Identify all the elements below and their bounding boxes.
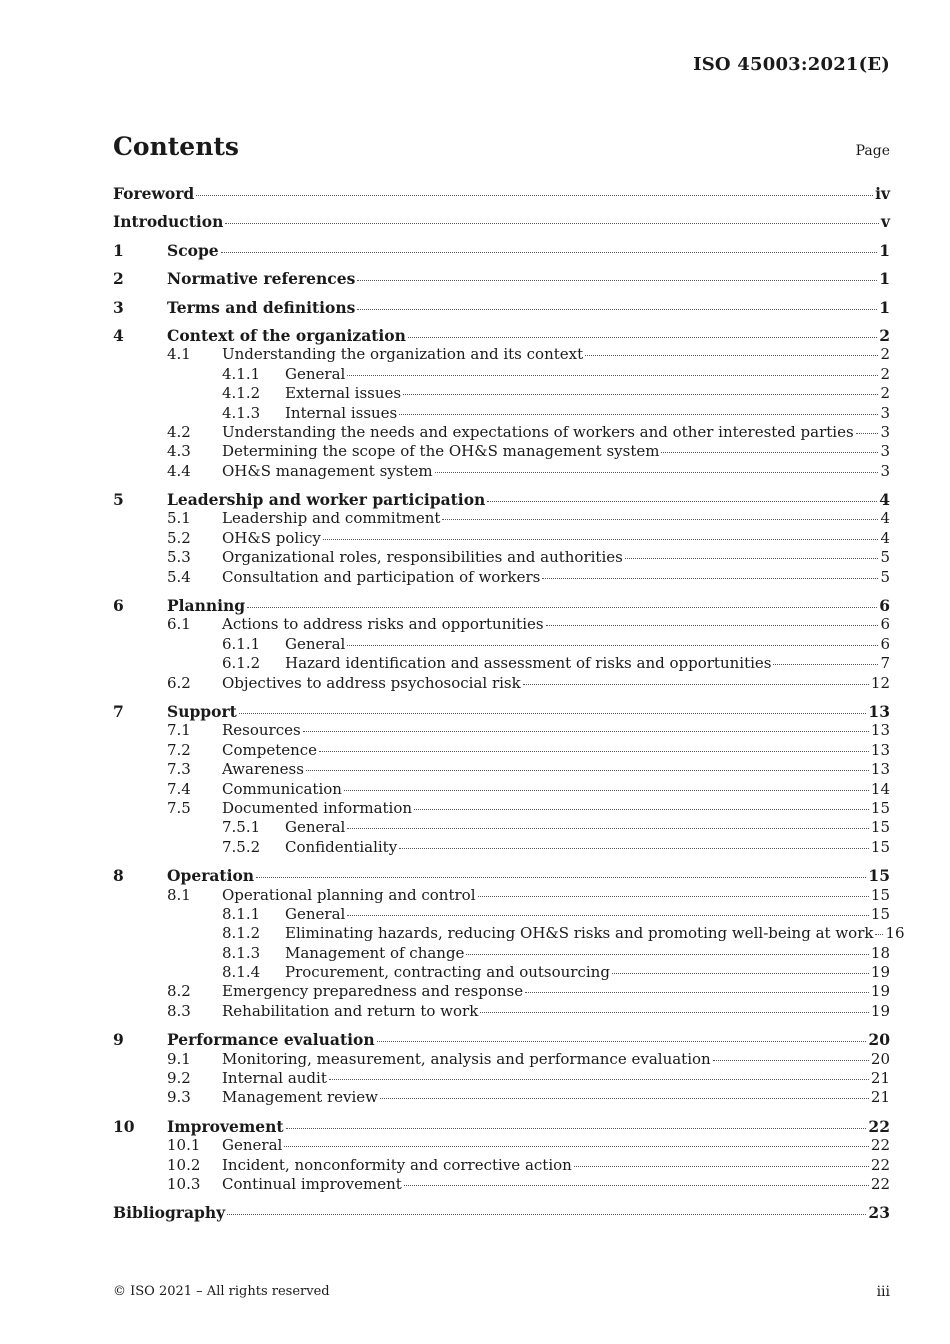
toc-entry-page: 15 xyxy=(870,798,890,817)
toc-entry-page: 19 xyxy=(870,982,890,1001)
toc-entry-page: 22 xyxy=(870,1136,890,1155)
toc-entry-page: 13 xyxy=(870,740,890,759)
toc-entry-page: 3 xyxy=(880,422,890,441)
dot-leader xyxy=(478,896,869,897)
toc-entry-number: 5 xyxy=(113,490,124,510)
toc-entry-number: 10.2 xyxy=(167,1155,201,1174)
toc-entry-number: 4.1.2 xyxy=(222,384,261,403)
toc-entry[interactable] xyxy=(113,423,890,442)
toc-entry-page: 5 xyxy=(880,548,890,567)
dot-leader xyxy=(466,954,868,955)
toc-entry-number: 5.4 xyxy=(167,567,191,586)
toc-entry[interactable] xyxy=(113,1136,890,1155)
toc-entry-page: 16 xyxy=(885,924,905,943)
toc-entry-label: General xyxy=(285,818,346,837)
dot-leader xyxy=(284,1146,869,1147)
toc-entry[interactable] xyxy=(113,654,890,673)
toc-entry-page: 22 xyxy=(870,1174,890,1193)
toc-entry[interactable] xyxy=(113,1117,890,1136)
toc-entry[interactable] xyxy=(113,1030,890,1049)
toc-entry-page: 23 xyxy=(868,1203,890,1223)
toc-entry-label: Documented information xyxy=(222,798,413,817)
toc-entry-label: OH&S policy xyxy=(222,528,321,547)
toc-entry[interactable] xyxy=(113,326,890,345)
toc-entry-number: 1 xyxy=(113,240,124,260)
toc-entry-label: Continual improvement xyxy=(222,1174,402,1193)
dot-leader xyxy=(875,934,883,935)
toc-entry-number: 5.3 xyxy=(167,548,191,567)
toc-entry[interactable] xyxy=(113,760,890,779)
toc-entry-number: 4 xyxy=(113,325,124,345)
toc-entry-label: Performance evaluation xyxy=(167,1030,375,1050)
toc-entry[interactable] xyxy=(113,548,890,567)
toc-entry-label: Scope xyxy=(167,240,219,260)
dot-leader xyxy=(487,501,877,502)
toc-entry-label: Improvement xyxy=(167,1116,284,1136)
toc-entry-label: Internal audit xyxy=(222,1069,327,1088)
toc-entry-label: Awareness xyxy=(222,760,304,779)
toc-entry-label: Understanding the organization and its context xyxy=(222,345,584,364)
toc-entry-label: Terms and definitions xyxy=(167,297,356,317)
dot-leader xyxy=(414,809,869,810)
toc-entry[interactable] xyxy=(113,1156,890,1175)
toc-entry-number: 9.2 xyxy=(167,1069,191,1088)
toc-entry-page: 15 xyxy=(870,818,890,837)
toc-entry-number: 7.3 xyxy=(167,760,191,779)
toc-entry[interactable] xyxy=(113,1069,890,1088)
toc-entry[interactable] xyxy=(113,212,890,231)
toc-entry-page: 21 xyxy=(870,1069,890,1088)
toc-entry-number: 8.1.4 xyxy=(222,963,261,982)
toc-entry-label: Management review xyxy=(222,1088,378,1107)
toc-entry-page: 7 xyxy=(880,654,890,673)
dot-leader xyxy=(347,828,869,829)
toc-entry-label: Understanding the needs and expectations of workers and other interested parties xyxy=(222,422,854,441)
dot-leader xyxy=(612,973,869,974)
dot-leader xyxy=(323,539,879,540)
dot-leader xyxy=(319,751,869,752)
toc-entry-number: 4.2 xyxy=(167,422,191,441)
toc-entry[interactable] xyxy=(113,298,890,317)
toc-entry-page: 2 xyxy=(880,364,890,383)
toc-entry-page: 22 xyxy=(870,1155,890,1174)
toc-entry[interactable] xyxy=(113,924,905,943)
toc-entry-label: OH&S management system xyxy=(222,461,433,480)
toc-entry[interactable] xyxy=(113,404,890,423)
toc-entry-page: 15 xyxy=(870,837,890,856)
contents-heading-row xyxy=(113,132,890,161)
toc-entry-number: 4.4 xyxy=(167,461,191,480)
toc-entry-label: Resources xyxy=(222,721,301,740)
toc-entry-number: 7.5 xyxy=(167,798,191,817)
document-id: ISO 45003:2021(E) xyxy=(693,54,890,75)
dot-leader xyxy=(480,1012,869,1013)
dot-leader xyxy=(404,1185,869,1186)
toc-entry-label: Consultation and participation of workers xyxy=(222,567,541,586)
toc-entry[interactable] xyxy=(113,780,890,799)
dot-leader xyxy=(377,1041,867,1042)
toc-entry-page: 19 xyxy=(870,1001,890,1020)
toc-entry[interactable] xyxy=(113,568,890,587)
toc-entry-page: 13 xyxy=(868,701,890,721)
toc-entry[interactable] xyxy=(113,1175,890,1194)
toc-entry-number: 10.1 xyxy=(167,1136,201,1155)
toc-entry-number: 4.1.3 xyxy=(222,403,261,422)
toc-entry-page: v xyxy=(880,212,890,232)
dot-leader xyxy=(713,1060,869,1061)
toc-entry-number: 7 xyxy=(113,701,124,721)
toc-entry-page: 15 xyxy=(870,885,890,904)
toc-entry-page: 2 xyxy=(880,345,890,364)
toc-entry-label: Competence xyxy=(222,740,318,759)
toc-entry[interactable] xyxy=(113,866,890,885)
toc-entry-label: General xyxy=(285,364,346,383)
toc-entry-label: Leadership and commitment xyxy=(222,509,441,528)
toc-entry-number: 6.1.1 xyxy=(222,634,261,653)
dot-leader xyxy=(227,1214,866,1215)
dot-leader xyxy=(329,1079,869,1080)
toc-entry[interactable] xyxy=(113,365,890,384)
dot-leader xyxy=(408,337,877,338)
dot-leader xyxy=(403,394,878,395)
dot-leader xyxy=(574,1166,869,1167)
toc-entry[interactable] xyxy=(113,674,890,693)
toc-entry-number: 8.3 xyxy=(167,1001,191,1020)
toc-entry-page: 4 xyxy=(880,509,890,528)
dot-leader xyxy=(247,607,877,608)
toc-entry-number: 7.5.2 xyxy=(222,837,261,856)
toc-entry-page: 6 xyxy=(879,596,890,616)
dot-leader xyxy=(303,731,869,732)
toc-entry[interactable] xyxy=(113,241,890,260)
toc-entry-number: 7.4 xyxy=(167,779,191,798)
toc-entry-label: Operational planning and control xyxy=(222,885,476,904)
toc-entry-page: 15 xyxy=(868,866,890,886)
toc-entry-number: 9.3 xyxy=(167,1088,191,1107)
toc-entry-label: Communication xyxy=(222,779,342,798)
dot-leader xyxy=(542,578,878,579)
toc-entry-label: Planning xyxy=(167,596,246,616)
toc-entry-number: 4.3 xyxy=(167,442,191,461)
dot-leader xyxy=(661,452,878,453)
toc-entry[interactable] xyxy=(113,1002,890,1021)
dot-leader xyxy=(225,223,879,224)
toc-entry-label: Procurement, contracting and outsourcing xyxy=(285,963,610,982)
toc-entry-number: 10 xyxy=(113,1116,135,1136)
toc-entry-number: 8.2 xyxy=(167,982,191,1001)
toc-entry[interactable] xyxy=(113,838,890,857)
dot-leader xyxy=(585,355,878,356)
toc-entry-number: 6 xyxy=(113,596,124,616)
toc-entry-page: 22 xyxy=(868,1116,890,1136)
toc-entry-label: Management of change xyxy=(285,943,465,962)
toc-entry-page: 3 xyxy=(880,461,890,480)
toc-entry-number: 7.1 xyxy=(167,721,191,740)
dot-leader xyxy=(399,414,878,415)
toc-entry[interactable] xyxy=(113,741,890,760)
toc-entry[interactable] xyxy=(113,818,890,837)
toc-entry[interactable] xyxy=(113,721,890,740)
dot-leader xyxy=(306,770,869,771)
toc-entry[interactable] xyxy=(113,462,890,481)
dot-leader xyxy=(523,684,869,685)
toc-entry[interactable] xyxy=(113,944,890,963)
toc-entry-label: Actions to address risks and opportunities xyxy=(222,615,544,634)
toc-entry[interactable] xyxy=(113,1088,890,1107)
toc-entry-label: Objectives to address psychosocial risk xyxy=(222,673,521,692)
toc-entry[interactable] xyxy=(113,1050,890,1069)
toc-entry-label: General xyxy=(285,634,346,653)
toc-entry[interactable] xyxy=(113,799,890,818)
toc-entry-label: Bibliography xyxy=(113,1203,226,1223)
toc-entry-label: Rehabilitation and return to work xyxy=(222,1001,479,1020)
toc-entry-number: 6.1.2 xyxy=(222,654,261,673)
toc-entry-number: 6.1 xyxy=(167,615,191,634)
dot-leader xyxy=(286,1128,867,1129)
toc-entry[interactable] xyxy=(113,615,890,634)
toc-entry-page: iv xyxy=(875,184,890,203)
dot-leader xyxy=(344,790,869,791)
dot-leader xyxy=(347,915,869,916)
toc-entry-page: 18 xyxy=(870,943,890,962)
toc-entry-number: 8.1.3 xyxy=(222,943,261,962)
toc-entry[interactable] xyxy=(113,886,890,905)
toc-entry-page: 20 xyxy=(870,1049,890,1068)
toc-entry-label: Incident, nonconformity and corrective action xyxy=(222,1155,572,1174)
toc-entry-number: 10.3 xyxy=(167,1174,201,1193)
table-of-contents xyxy=(113,184,905,1223)
dot-leader xyxy=(442,519,878,520)
toc-entry-label: General xyxy=(222,1136,283,1155)
toc-entry-page: 1 xyxy=(879,297,890,317)
toc-entry-number: 4.1.1 xyxy=(222,364,261,383)
toc-entry[interactable] xyxy=(113,442,890,461)
toc-entry[interactable] xyxy=(113,982,890,1001)
toc-entry-label: Support xyxy=(167,701,237,721)
dot-leader xyxy=(239,713,867,714)
toc-entry-page: 3 xyxy=(880,442,890,461)
toc-entry[interactable] xyxy=(113,269,890,288)
toc-entry-page: 6 xyxy=(880,615,890,634)
toc-entry-label: Context of the organization xyxy=(167,325,406,345)
dot-leader xyxy=(625,558,879,559)
toc-entry-page: 20 xyxy=(868,1030,890,1050)
toc-entry-page: 4 xyxy=(880,528,890,547)
toc-entry-page: 2 xyxy=(880,384,890,403)
toc-entry[interactable] xyxy=(113,1203,890,1222)
toc-entry-label: Monitoring, measurement, analysis and performance evaluation xyxy=(222,1049,711,1068)
dot-leader xyxy=(347,645,878,646)
toc-entry-label: Determining the scope of the OH&S management system xyxy=(222,442,660,461)
toc-entry-label: Confidentiality xyxy=(285,837,398,856)
dot-leader xyxy=(773,664,878,665)
toc-entry-label: Eliminating hazards, reducing OH&S risks and promoting well-being at work xyxy=(285,924,874,943)
dot-leader xyxy=(357,309,877,310)
toc-entry-number: 3 xyxy=(113,297,124,317)
toc-entry-label: Organizational roles, responsibilities and authorities xyxy=(222,548,623,567)
toc-entry-label: Normative references xyxy=(167,269,356,289)
toc-entry-label: Leadership and worker participation xyxy=(167,490,486,510)
dot-leader xyxy=(196,195,873,196)
toc-entry-page: 13 xyxy=(870,721,890,740)
toc-entry-label: Operation xyxy=(167,866,255,886)
dot-leader xyxy=(856,433,879,434)
toc-entry-page: 5 xyxy=(880,567,890,586)
contents-title: Contents xyxy=(113,132,240,161)
toc-entry-label: External issues xyxy=(285,384,402,403)
toc-entry-number: 8.1 xyxy=(167,885,191,904)
toc-entry[interactable] xyxy=(113,490,890,509)
toc-entry-number: 5.2 xyxy=(167,528,191,547)
toc-entry-number: 2 xyxy=(113,269,124,289)
toc-entry-number: 7.5.1 xyxy=(222,818,261,837)
toc-entry-page: 13 xyxy=(870,760,890,779)
toc-entry-page: 21 xyxy=(870,1088,890,1107)
dot-leader xyxy=(256,877,866,878)
toc-entry-label: Hazard identification and assessment of risks and opportunities xyxy=(285,654,772,673)
toc-entry-number: 8 xyxy=(113,866,124,886)
toc-entry-page: 12 xyxy=(870,673,890,692)
toc-entry-page: 19 xyxy=(870,963,890,982)
toc-entry[interactable] xyxy=(113,596,890,615)
toc-entry-label: Foreword xyxy=(113,184,195,203)
toc-entry[interactable] xyxy=(113,345,890,364)
toc-entry[interactable] xyxy=(113,702,890,721)
toc-entry[interactable] xyxy=(113,963,890,982)
toc-entry-page: 2 xyxy=(879,325,890,345)
dot-leader xyxy=(525,992,869,993)
dot-leader xyxy=(221,252,878,253)
toc-entry-label: General xyxy=(285,904,346,923)
toc-entry-number: 6.2 xyxy=(167,673,191,692)
dot-leader xyxy=(380,1098,869,1099)
toc-entry[interactable] xyxy=(113,184,890,203)
toc-entry-number: 5.1 xyxy=(167,509,191,528)
page-column-label: Page xyxy=(855,143,890,159)
toc-entry-label: Introduction xyxy=(113,212,224,232)
toc-entry-page: 15 xyxy=(870,904,890,923)
toc-entry-number: 9.1 xyxy=(167,1049,191,1068)
toc-entry-number: 9 xyxy=(113,1030,124,1050)
toc-entry[interactable] xyxy=(113,635,890,654)
dot-leader xyxy=(435,472,879,473)
toc-entry-page: 14 xyxy=(870,779,890,798)
toc-entry-number: 4.1 xyxy=(167,345,191,364)
toc-entry-page: 3 xyxy=(880,403,890,422)
copyright-notice: © ISO 2021 – All rights reserved xyxy=(113,1284,330,1299)
toc-entry-number: 8.1.1 xyxy=(222,904,261,923)
dot-leader xyxy=(546,625,879,626)
toc-entry-page: 1 xyxy=(879,269,890,289)
toc-entry[interactable] xyxy=(113,509,890,528)
page-footer xyxy=(113,1284,890,1300)
toc-entry-page: 1 xyxy=(879,240,890,260)
dot-leader xyxy=(347,375,878,376)
page-number: iii xyxy=(876,1284,890,1300)
toc-entry-number: 7.2 xyxy=(167,740,191,759)
toc-entry[interactable] xyxy=(113,384,890,403)
toc-entry-page: 4 xyxy=(879,490,890,510)
toc-entry-number: 8.1.2 xyxy=(222,924,261,943)
dot-leader xyxy=(399,848,869,849)
toc-entry[interactable] xyxy=(113,905,890,924)
toc-entry-label: Internal issues xyxy=(285,403,398,422)
toc-entry-label: Emergency preparedness and response xyxy=(222,982,524,1001)
dot-leader xyxy=(357,280,877,281)
toc-entry-page: 6 xyxy=(880,634,890,653)
toc-entry[interactable] xyxy=(113,529,890,548)
